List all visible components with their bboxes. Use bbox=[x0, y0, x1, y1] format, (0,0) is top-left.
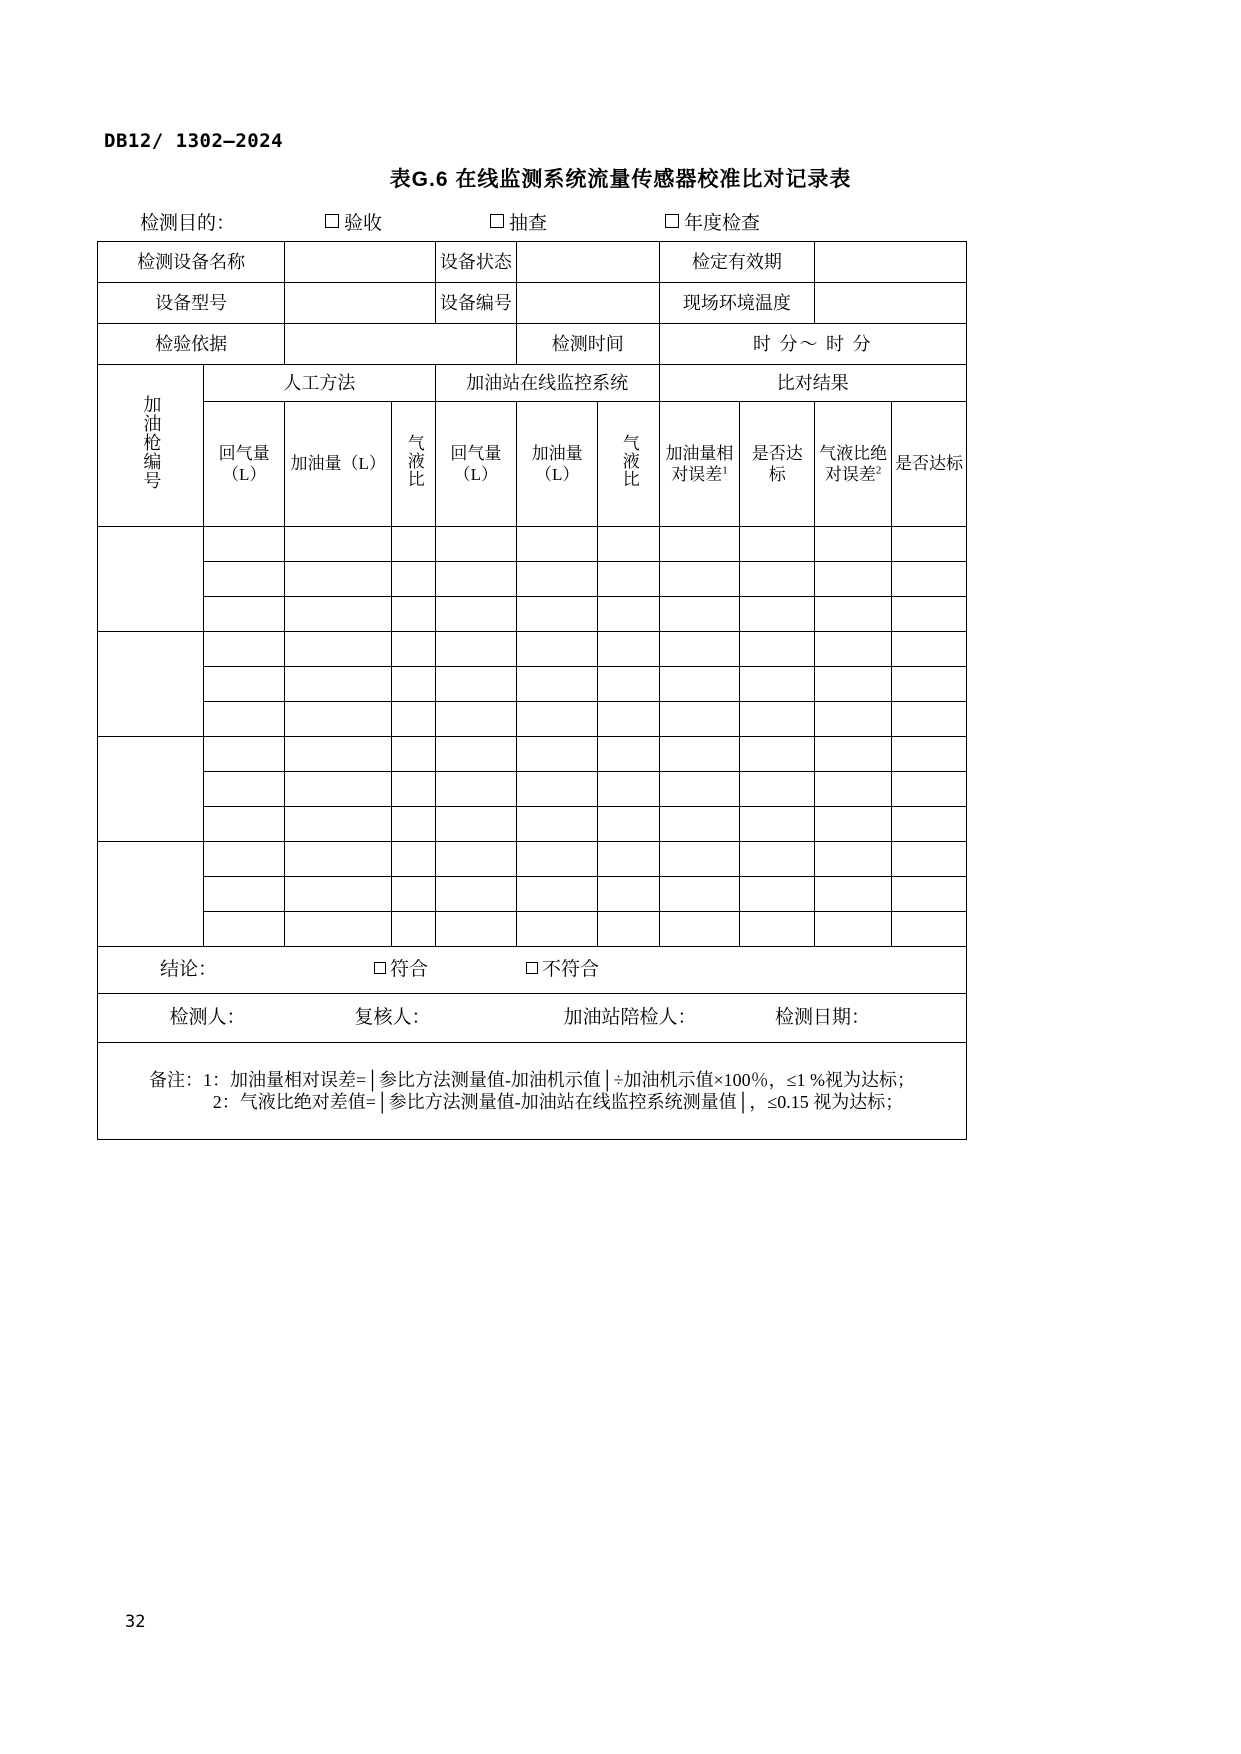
cell-pass-2[interactable] bbox=[892, 597, 967, 632]
cell-pass-1[interactable] bbox=[740, 632, 815, 667]
field-device-model[interactable] bbox=[285, 283, 435, 324]
cell-manual-vapor[interactable] bbox=[203, 877, 284, 912]
label-reviewer[interactable]: 复核人： bbox=[354, 1007, 431, 1029]
cell-manual-vapor[interactable] bbox=[203, 632, 284, 667]
purpose-option-annual[interactable] bbox=[665, 208, 760, 235]
header-gun-number-text: 加油枪编号 bbox=[141, 395, 162, 491]
cell-manual-fuel[interactable] bbox=[285, 842, 392, 877]
cell-manual-vapor[interactable] bbox=[203, 807, 284, 842]
header-manual-vapor-volume bbox=[203, 402, 284, 527]
header-relative-error bbox=[659, 402, 740, 527]
cell-pass-2[interactable] bbox=[892, 737, 967, 772]
cell-manual-fuel[interactable] bbox=[285, 562, 392, 597]
field-inspection-time[interactable]: 时 分～ 时 分 bbox=[659, 324, 966, 365]
cell-absolute-error[interactable] bbox=[815, 772, 892, 807]
cell-manual-ratio[interactable] bbox=[392, 702, 436, 737]
cell-online-fuel[interactable] bbox=[517, 737, 598, 772]
header-manual-fuel-volume bbox=[285, 402, 392, 527]
cell-online-vapor[interactable] bbox=[435, 667, 516, 702]
cell-relative-error[interactable] bbox=[659, 527, 740, 562]
header-group-manual: 人工方法 bbox=[203, 365, 435, 402]
cell-online-ratio[interactable] bbox=[598, 912, 659, 947]
cell-online-ratio[interactable] bbox=[598, 772, 659, 807]
cell-online-ratio[interactable] bbox=[598, 527, 659, 562]
cell-pass-2[interactable] bbox=[892, 527, 967, 562]
cell-relative-error[interactable] bbox=[659, 632, 740, 667]
purpose-label: 检测目的： bbox=[140, 213, 236, 234]
cell-absolute-error[interactable] bbox=[815, 912, 892, 947]
cell-online-vapor[interactable] bbox=[435, 737, 516, 772]
cell-relative-error[interactable] bbox=[659, 667, 740, 702]
table-row-conclusion bbox=[98, 947, 967, 994]
field-device-serial[interactable] bbox=[517, 283, 660, 324]
cell-relative-error[interactable] bbox=[659, 597, 740, 632]
cell-absolute-error[interactable] bbox=[815, 702, 892, 737]
cell-manual-vapor[interactable] bbox=[203, 562, 284, 597]
table-row-group-headers bbox=[98, 365, 967, 402]
header-pass-1-text: 是否达标 bbox=[751, 443, 803, 484]
cell-online-fuel[interactable] bbox=[517, 527, 598, 562]
cell-relative-error[interactable] bbox=[659, 772, 740, 807]
table-row bbox=[98, 912, 967, 947]
cell-online-vapor[interactable] bbox=[435, 562, 516, 597]
cell-online-ratio[interactable] bbox=[598, 807, 659, 842]
cell-relative-error[interactable] bbox=[659, 737, 740, 772]
cell-pass-2[interactable] bbox=[892, 842, 967, 877]
header-online-ratio bbox=[598, 402, 659, 527]
conclusion-option-fail[interactable] bbox=[526, 958, 599, 982]
cell-online-fuel[interactable] bbox=[517, 562, 598, 597]
header-group-comparison: 比对结果 bbox=[659, 365, 966, 402]
table-row bbox=[98, 842, 967, 877]
cell-online-ratio[interactable] bbox=[598, 702, 659, 737]
purpose-option-acceptance-label: 验收 bbox=[344, 213, 383, 234]
cell-online-vapor[interactable] bbox=[435, 912, 516, 947]
conclusion-label: 结论： bbox=[159, 959, 217, 981]
cell-online-ratio[interactable] bbox=[598, 737, 659, 772]
cell-pass-1[interactable] bbox=[740, 667, 815, 702]
cell-relative-error[interactable] bbox=[659, 877, 740, 912]
cell-relative-error[interactable] bbox=[659, 702, 740, 737]
field-ambient-temperature[interactable] bbox=[815, 283, 967, 324]
conclusion-option-pass[interactable] bbox=[276, 958, 526, 982]
cell-pass-2[interactable] bbox=[892, 807, 967, 842]
cell-online-ratio[interactable] bbox=[598, 667, 659, 702]
label-inspection-date[interactable]: 检测日期： bbox=[775, 1007, 871, 1029]
label-station-witness[interactable]: 加油站陪检人： bbox=[563, 1007, 697, 1029]
remark-cell bbox=[98, 1043, 967, 1140]
cell-pass-1[interactable] bbox=[740, 737, 815, 772]
table-row-signatures bbox=[98, 994, 967, 1043]
cell-manual-fuel[interactable] bbox=[285, 807, 392, 842]
header-manual-fuel-volume-text: 加油量（L） bbox=[290, 454, 386, 474]
cell-manual-ratio[interactable] bbox=[392, 772, 436, 807]
cell-manual-ratio[interactable] bbox=[392, 597, 436, 632]
checkbox-icon[interactable] bbox=[490, 214, 504, 228]
checkbox-icon[interactable] bbox=[665, 214, 679, 228]
table-row bbox=[98, 597, 967, 632]
footnote-marker-2: 2 bbox=[875, 464, 882, 477]
standard-number: DB12/ 1302—2024 bbox=[104, 130, 284, 152]
cell-online-vapor[interactable] bbox=[435, 807, 516, 842]
header-pass-2 bbox=[892, 402, 967, 527]
cell-online-ratio[interactable] bbox=[598, 562, 659, 597]
cell-online-vapor[interactable] bbox=[435, 597, 516, 632]
header-gun-number bbox=[98, 365, 204, 527]
cell-absolute-error[interactable] bbox=[815, 877, 892, 912]
cell-absolute-error[interactable] bbox=[815, 667, 892, 702]
header-absolute-error-text: 气液比绝对误差 bbox=[819, 443, 888, 484]
page-title: 表G.6 在线监测系统流量传感器校准比对记录表 bbox=[389, 168, 852, 191]
cell-gun-number[interactable] bbox=[98, 527, 204, 632]
header-group-online: 加油站在线监控系统 bbox=[435, 365, 659, 402]
purpose-row bbox=[140, 208, 970, 235]
cell-manual-fuel[interactable] bbox=[285, 527, 392, 562]
cell-online-fuel[interactable] bbox=[517, 842, 598, 877]
label-calibration-validity: 检定有效期 bbox=[659, 242, 815, 283]
cell-online-fuel[interactable] bbox=[517, 912, 598, 947]
cell-manual-ratio[interactable] bbox=[392, 877, 436, 912]
cell-manual-ratio[interactable] bbox=[392, 842, 436, 877]
header-online-ratio-text: 气液比 bbox=[619, 434, 639, 489]
label-device-name: 检测设备名称 bbox=[98, 242, 285, 283]
table-row bbox=[98, 527, 967, 562]
cell-online-fuel[interactable] bbox=[517, 597, 598, 632]
cell-manual-ratio[interactable] bbox=[392, 667, 436, 702]
table-row bbox=[98, 667, 967, 702]
field-calibration-validity[interactable] bbox=[815, 242, 967, 283]
cell-manual-ratio[interactable] bbox=[392, 807, 436, 842]
label-device-serial: 设备编号 bbox=[435, 283, 516, 324]
cell-online-ratio[interactable] bbox=[598, 632, 659, 667]
cell-online-vapor[interactable] bbox=[435, 877, 516, 912]
cell-manual-vapor[interactable] bbox=[203, 842, 284, 877]
cell-online-fuel[interactable] bbox=[517, 632, 598, 667]
cell-pass-1[interactable] bbox=[740, 772, 815, 807]
cell-online-fuel[interactable] bbox=[517, 667, 598, 702]
cell-pass-1[interactable] bbox=[740, 842, 815, 877]
cell-manual-fuel[interactable] bbox=[285, 912, 392, 947]
cell-online-vapor[interactable] bbox=[435, 527, 516, 562]
cell-absolute-error[interactable] bbox=[815, 632, 892, 667]
signatures-cell bbox=[98, 994, 967, 1043]
cell-absolute-error[interactable] bbox=[815, 807, 892, 842]
cell-manual-ratio[interactable] bbox=[392, 562, 436, 597]
cell-online-fuel[interactable] bbox=[517, 807, 598, 842]
label-device-status: 设备状态 bbox=[435, 242, 516, 283]
page-number: 32 bbox=[125, 1612, 146, 1632]
cell-online-fuel[interactable] bbox=[517, 877, 598, 912]
header-online-fuel-volume bbox=[517, 402, 598, 527]
header-online-vapor-volume-text: 回气量（L） bbox=[450, 443, 502, 484]
label-inspector[interactable]: 检测人： bbox=[169, 1007, 246, 1029]
conclusion-option-fail-label: 不符合 bbox=[542, 959, 600, 981]
cell-pass-1[interactable] bbox=[740, 702, 815, 737]
cell-manual-fuel[interactable] bbox=[285, 772, 392, 807]
table-row-info-2 bbox=[98, 283, 967, 324]
purpose-option-acceptance[interactable] bbox=[325, 208, 382, 235]
header-online-fuel-volume-text: 加油量（L） bbox=[531, 443, 583, 484]
cell-pass-1[interactable] bbox=[740, 597, 815, 632]
cell-pass-1[interactable] bbox=[740, 807, 815, 842]
table-row-info-3 bbox=[98, 324, 967, 365]
cell-manual-vapor[interactable] bbox=[203, 737, 284, 772]
purpose-option-spotcheck-label: 抽查 bbox=[509, 213, 548, 234]
cell-manual-fuel[interactable] bbox=[285, 737, 392, 772]
cell-absolute-error[interactable] bbox=[815, 842, 892, 877]
remark-line-1: 备注：1：加油量相对误差=│参比方法测量值-加油机示值│÷加油机示值×100％，≤1 %视为达标； bbox=[148, 1069, 916, 1090]
cell-manual-ratio[interactable] bbox=[392, 527, 436, 562]
footnote-marker-1: 1 bbox=[722, 464, 728, 477]
cell-gun-number[interactable] bbox=[98, 737, 204, 842]
checkbox-icon[interactable] bbox=[526, 962, 538, 974]
checkbox-icon[interactable] bbox=[374, 962, 386, 974]
cell-online-vapor[interactable] bbox=[435, 632, 516, 667]
label-inspection-time: 检测时间 bbox=[517, 324, 660, 365]
field-device-status[interactable] bbox=[517, 242, 660, 283]
cell-manual-vapor[interactable] bbox=[203, 702, 284, 737]
cell-pass-2[interactable] bbox=[892, 702, 967, 737]
table-row bbox=[98, 632, 967, 667]
cell-pass-2[interactable] bbox=[892, 877, 967, 912]
cell-relative-error[interactable] bbox=[659, 562, 740, 597]
cell-absolute-error[interactable] bbox=[815, 527, 892, 562]
table-row-info-1 bbox=[98, 242, 967, 283]
checkbox-icon[interactable] bbox=[325, 214, 339, 228]
cell-pass-2[interactable] bbox=[892, 912, 967, 947]
cell-manual-vapor[interactable] bbox=[203, 667, 284, 702]
cell-manual-vapor[interactable] bbox=[203, 527, 284, 562]
header-absolute-error bbox=[815, 402, 892, 527]
cell-relative-error[interactable] bbox=[659, 807, 740, 842]
cell-absolute-error[interactable] bbox=[815, 737, 892, 772]
cell-manual-fuel[interactable] bbox=[285, 667, 392, 702]
conclusion-option-pass-label: 符合 bbox=[389, 959, 428, 981]
cell-pass-1[interactable] bbox=[740, 877, 815, 912]
cell-pass-2[interactable] bbox=[892, 667, 967, 702]
header-relative-error-text: 加油量相对误差 bbox=[665, 443, 734, 484]
table-row-remark bbox=[98, 1043, 967, 1140]
cell-relative-error[interactable] bbox=[659, 842, 740, 877]
cell-gun-number[interactable] bbox=[98, 632, 204, 737]
cell-online-ratio[interactable] bbox=[598, 597, 659, 632]
header-pass-1 bbox=[740, 402, 815, 527]
cell-manual-vapor[interactable] bbox=[203, 597, 284, 632]
conclusion-cell bbox=[98, 947, 967, 994]
header-manual-ratio bbox=[392, 402, 436, 527]
table-row bbox=[98, 562, 967, 597]
purpose-option-spotcheck[interactable] bbox=[490, 208, 547, 235]
header-pass-2-text: 是否达标 bbox=[895, 454, 964, 474]
cell-manual-fuel[interactable] bbox=[285, 597, 392, 632]
table-row bbox=[98, 737, 967, 772]
cell-manual-fuel[interactable] bbox=[285, 632, 392, 667]
cell-online-ratio[interactable] bbox=[598, 877, 659, 912]
cell-online-vapor[interactable] bbox=[435, 772, 516, 807]
cell-absolute-error[interactable] bbox=[815, 597, 892, 632]
label-device-model: 设备型号 bbox=[98, 283, 285, 324]
cell-manual-fuel[interactable] bbox=[285, 877, 392, 912]
cell-online-vapor[interactable] bbox=[435, 702, 516, 737]
cell-manual-ratio[interactable] bbox=[392, 737, 436, 772]
cell-online-fuel[interactable] bbox=[517, 702, 598, 737]
cell-gun-number[interactable] bbox=[98, 842, 204, 947]
cell-manual-ratio[interactable] bbox=[392, 632, 436, 667]
header-manual-vapor-volume-text: 回气量（L） bbox=[218, 443, 270, 484]
label-inspection-basis: 检验依据 bbox=[98, 324, 285, 365]
cell-pass-1[interactable] bbox=[740, 527, 815, 562]
purpose-option-annual-label: 年度检查 bbox=[684, 213, 761, 234]
header-online-vapor-volume bbox=[435, 402, 516, 527]
cell-absolute-error[interactable] bbox=[815, 562, 892, 597]
table-row bbox=[98, 807, 967, 842]
cell-manual-vapor[interactable] bbox=[203, 772, 284, 807]
cell-online-ratio[interactable] bbox=[598, 842, 659, 877]
remark-line-2: 2：气液比绝对差值=│参比方法测量值-加油站在线监控系统测量值│，≤0.15 视为达标； bbox=[212, 1092, 904, 1112]
cell-pass-1[interactable] bbox=[740, 912, 815, 947]
table-row bbox=[98, 702, 967, 737]
table-row bbox=[98, 772, 967, 807]
table-row bbox=[98, 877, 967, 912]
header-manual-ratio-text: 气液比 bbox=[404, 434, 424, 489]
cell-manual-vapor[interactable] bbox=[203, 912, 284, 947]
cell-pass-1[interactable] bbox=[740, 562, 815, 597]
cell-pass-2[interactable] bbox=[892, 562, 967, 597]
cell-relative-error[interactable] bbox=[659, 912, 740, 947]
cell-manual-fuel[interactable] bbox=[285, 702, 392, 737]
table-row-column-headers bbox=[98, 402, 967, 527]
record-table bbox=[97, 241, 967, 1140]
cell-pass-2[interactable] bbox=[892, 772, 967, 807]
cell-online-vapor[interactable] bbox=[435, 842, 516, 877]
cell-manual-ratio[interactable] bbox=[392, 912, 436, 947]
cell-pass-2[interactable] bbox=[892, 632, 967, 667]
label-ambient-temperature: 现场环境温度 bbox=[659, 283, 815, 324]
field-inspection-basis[interactable] bbox=[285, 324, 517, 365]
field-device-name[interactable] bbox=[285, 242, 435, 283]
cell-online-fuel[interactable] bbox=[517, 772, 598, 807]
